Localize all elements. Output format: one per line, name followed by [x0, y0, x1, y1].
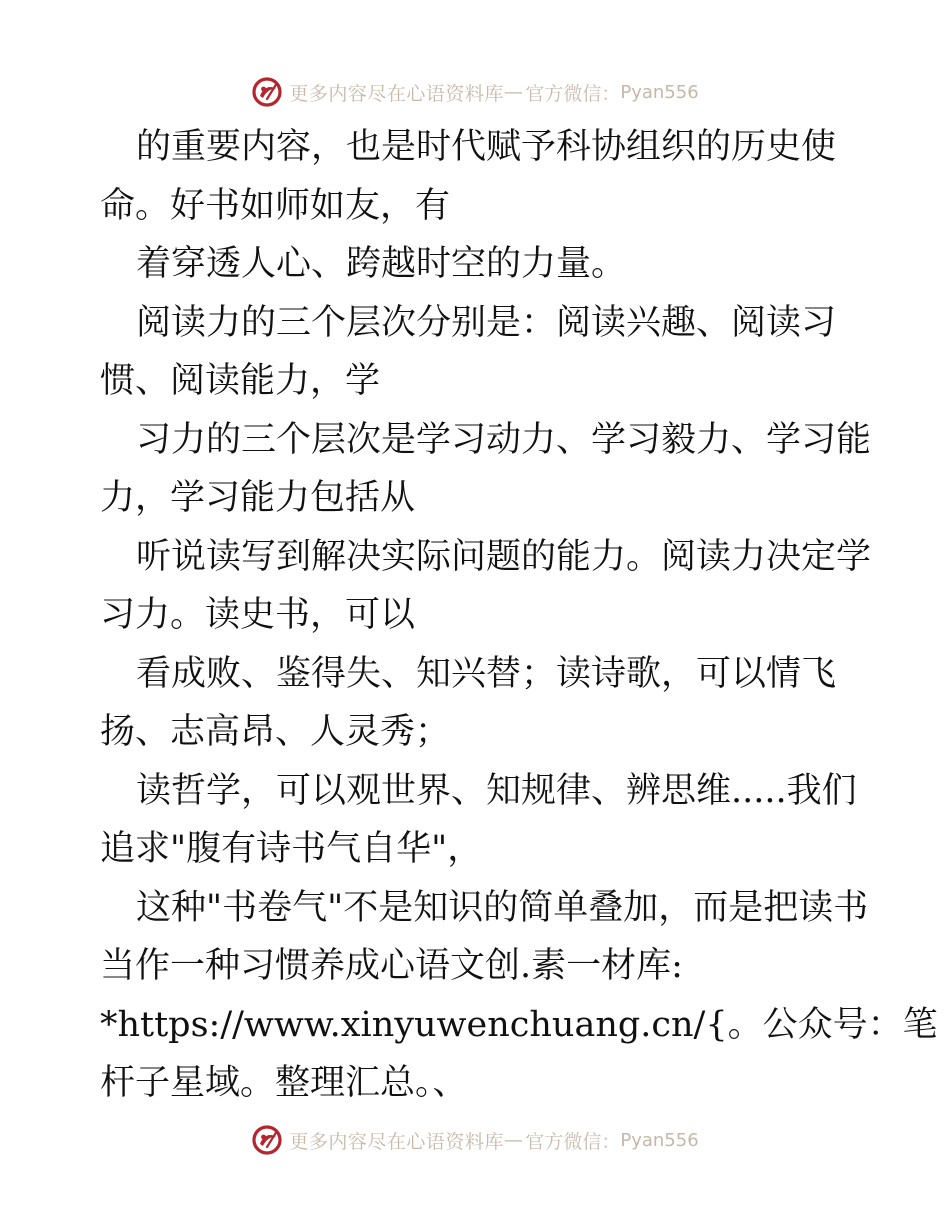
text-line: 惯、阅读能力，学 [100, 361, 381, 401]
brand-wechat-id: Pyan556 [620, 1129, 699, 1151]
text-line: 杆子星域。整理汇总。、 [100, 1063, 468, 1103]
brand-dash: — [503, 81, 524, 103]
text-line: 命。好书如师如友，有 [100, 185, 451, 226]
text-line: 追求"腹有诗书气自华"， [100, 829, 483, 869]
text-line: 习力的三个层次是学习动力、学习毅力、学习能 [136, 419, 872, 460]
text-line: 阅读力的三个层次分别是：阅读兴趣、阅读习 [136, 302, 837, 343]
text-line: 习力。读史书，可以 [100, 595, 416, 635]
text-line: 扬、志高昂、人灵秀； [100, 712, 451, 752]
header-watermark [0, 72, 950, 112]
red-swirl-logo-icon [251, 76, 283, 108]
text-line: 这种"书卷气"不是知识的简单叠加，而是把读书 [136, 887, 869, 928]
text-line: 听说读写到解决实际问题的能力。阅读力决定学 [136, 536, 872, 577]
text-line: 力，学习能力包括从 [100, 478, 416, 518]
text-line: 看成败、鉴得失、知兴替；读诗歌，可以情飞 [136, 653, 837, 694]
text-line: *https://www.xinyuwenchuang.cn/{。公众号：笔 [100, 1004, 938, 1045]
brand-wechat-prefix: 官方微信： [525, 1130, 621, 1153]
brand-dash: — [503, 1129, 524, 1151]
text-line: 的重要内容，也是时代赋予科协组织的历史使 [136, 127, 837, 167]
brand-wechat-prefix: 官方微信： [525, 82, 621, 105]
text-line: 着穿透人心、跨越时空的力量。 [136, 244, 627, 284]
text-line: 读哲学，可以观世界、知规律、辨思维.....我们 [136, 770, 857, 811]
brand-label: 更多内容尽在心语资料库 [289, 1130, 504, 1153]
footer-watermark [0, 1120, 950, 1160]
text-line: 当作一种习惯养成心语文创.素一材库: [100, 946, 683, 986]
brand-label: 更多内容尽在心语资料库 [289, 82, 504, 105]
body-text [100, 118, 938, 1113]
brand-wechat-id: Pyan556 [620, 81, 699, 103]
red-swirl-logo-icon [251, 1124, 283, 1156]
